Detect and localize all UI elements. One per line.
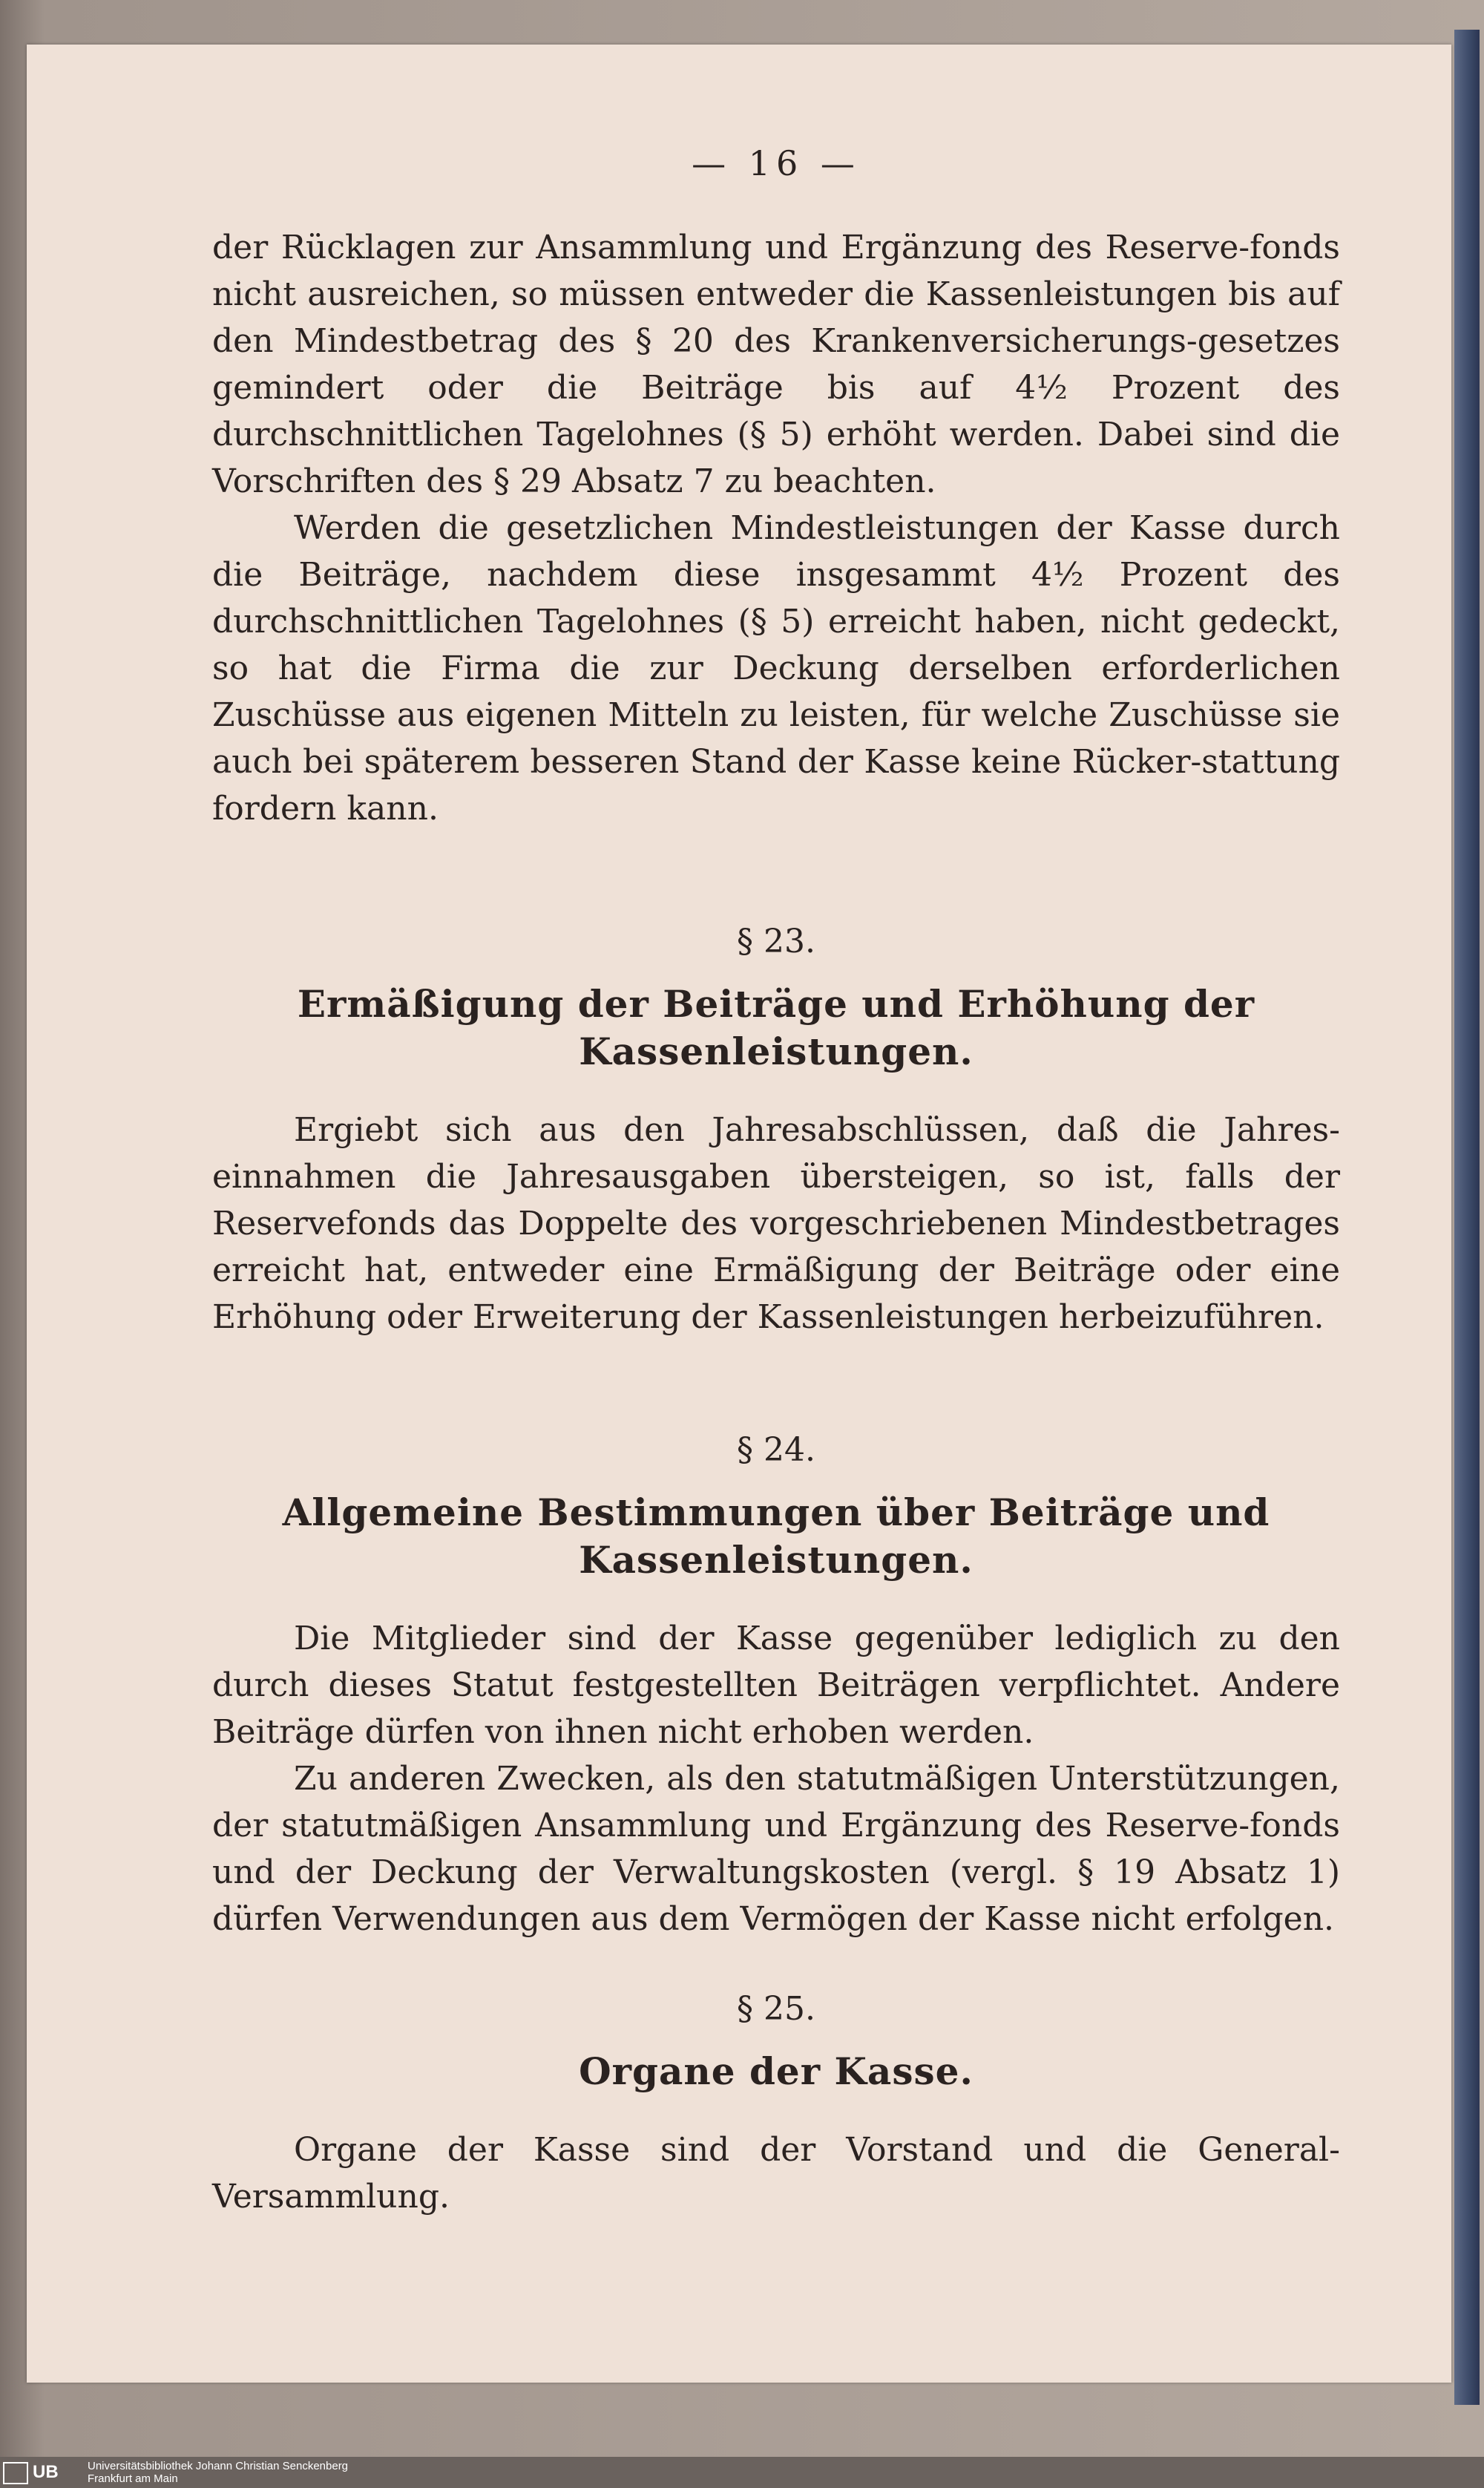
section-title: Allgemeine Bestimmungen über Beiträge und Kassenleistungen. xyxy=(282,1490,1270,1582)
section-24 xyxy=(212,1428,1340,1942)
section-23 xyxy=(212,920,1340,1340)
section-number: § 23. xyxy=(737,923,815,960)
document-page xyxy=(27,45,1451,2383)
library-name-line1: Universitätsbibliothek Johann Christian Senckenberg xyxy=(88,2460,349,2472)
page-content xyxy=(212,141,1340,2220)
section-number: § 25. xyxy=(737,1990,815,2028)
library-logo xyxy=(3,2461,77,2484)
section-title: Ermäßigung der Beiträge und Erhöhung der Kassenleistungen. xyxy=(297,982,1255,1073)
paragraph: Organe der Kasse sind der Vorstand und die General-Versammlung. xyxy=(212,2131,1340,2216)
paragraph: Die Mitglieder sind der Kasse gegenüber lediglich zu den durch dieses Statut festgestellten Beiträgen verpflichtet. Andere Beiträge dürfen von ihnen nicht erhoben werden. xyxy=(212,1620,1340,1751)
library-name xyxy=(88,2460,348,2485)
section-title: Organe der Kasse. xyxy=(579,2049,974,2093)
paragraph-continued: der Rücklagen zur Ansammlung und Ergänzung des Reserve-fonds nicht ausreichen, so müssen entweder die Kassenleistungen bis auf den Mindestbetrag des § 20 des Krankenversicherungs-gesetzes gemindert oder die Beiträge bis auf 4½ Prozent des durchschnittlichen Tagelohnes (§ 5) erhöht werden. Dabei sind die Vorschriften des § 29 Absatz 7 zu beachten. xyxy=(212,229,1340,500)
paragraph: Zu anderen Zwecken, als den statutmäßigen Unterstützungen, der statutmäßigen Ansammlung und Ergänzung des Reserve-fonds und der Deckung der Verwaltungskosten (vergl. § 19 Absatz 1) dürfen Verwendungen aus dem Vermögen der Kasse nicht erfolgen. xyxy=(212,1760,1340,1938)
logo-text: UB xyxy=(33,2462,59,2482)
paragraph: Werden die gesetzlichen Mindestleistungen der Kasse durch die Beiträge, nachdem diese insgesammt 4½ Prozent des durchschnittlichen Tagelohnes (§ 5) erreicht haben, nicht gedeckt, so hat die Firma die zur Deckung derselben erforderlichen Zuschüsse aus eigenen Mitteln zu leisten, für welche Zuschüsse sie auch bei späterem besseren Stand der Kasse keine Rücker-stattung fordern kann. xyxy=(212,509,1340,828)
library-name-line2: Frankfurt am Main xyxy=(88,2472,178,2485)
page-number: — 16 — xyxy=(692,143,861,183)
section-number: § 24. xyxy=(737,1431,815,1469)
paragraph: Ergiebt sich aus den Jahresabschlüssen, daß die Jahres-einnahmen die Jahresausgaben übersteigen, so ist, falls der Reservefonds das Doppelte des vorgeschriebenen Mindestbetrages erreicht hat, entweder eine Ermäßigung der Beiträge oder eine Erhöhung oder Erweiterung der Kassenleistungen herbeizuführen. xyxy=(212,1111,1340,1336)
library-footer xyxy=(0,2457,1484,2488)
section-25 xyxy=(212,1987,1340,2220)
logo-mark-icon xyxy=(3,2462,28,2484)
book-cover-edge xyxy=(1454,30,1480,2405)
